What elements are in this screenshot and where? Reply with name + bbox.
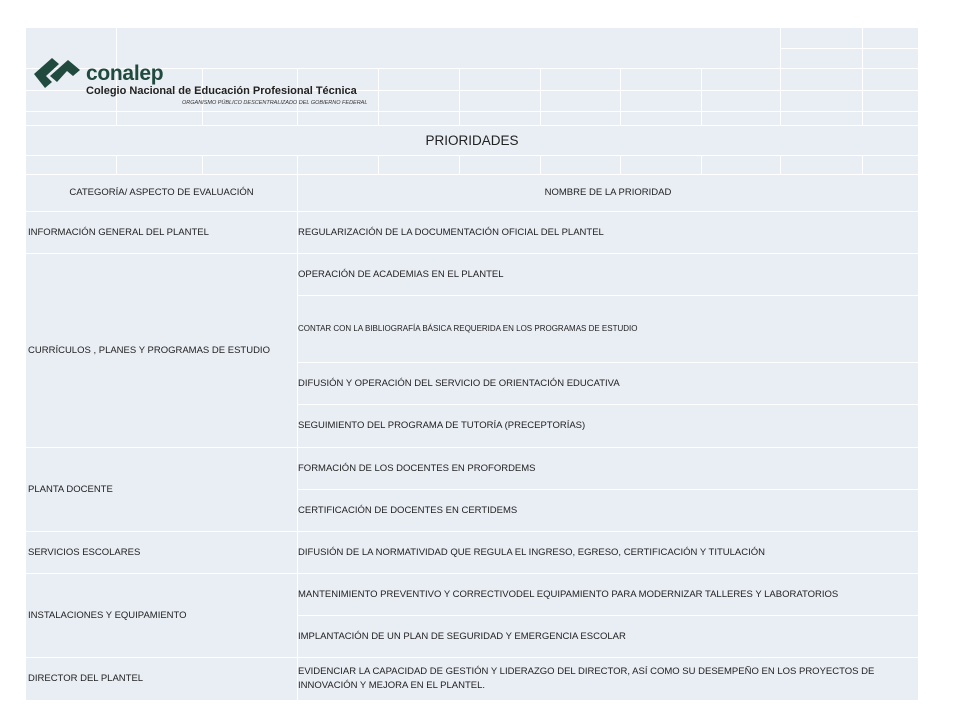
grid-line (26, 531, 297, 532)
category-cell: PLANTA DOCENTE (28, 483, 113, 495)
grid-line (26, 573, 297, 574)
logo-brand: conalep (86, 62, 164, 85)
category-cell: INFORMACIÓN GENERAL DEL PLANTEL (28, 226, 209, 238)
grid-line (298, 615, 918, 616)
priority-cell: DIFUSIÓN DE LA NORMATIVIDAD QUE REGULA EL INGRESO, EGRESO, CERTIFICACIÓN Y TITULACIÓN (298, 546, 765, 558)
grid-line (298, 489, 918, 490)
grid-line (298, 573, 918, 574)
category-cell: SERVICIOS ESCOLARES (28, 546, 141, 558)
grid-line (862, 155, 863, 174)
priority-cell: EVIDENCIAR LA CAPACIDAD DE GESTIÓN Y LIDERAZGO DEL DIRECTOR, ASÍ COMO SU DESEMPEÑO EN LOS PROYECTOS DE INNOVACIÓN Y MEJORA EN EL PLANTEL. (298, 666, 875, 691)
grid-line (780, 48, 918, 49)
grid-line (26, 657, 297, 658)
grid-line (26, 155, 918, 156)
priority-cell: FORMACIÓN DE LOS DOCENTES EN PROFORDEMS (298, 462, 536, 474)
priority-cell: SEGUIMIENTO DEL PROGRAMA DE TUTORÍA (PRECEPTORÍAS) (298, 420, 586, 431)
grid-line (540, 155, 541, 174)
category-cell: DIRECTOR DEL PLANTEL (28, 673, 144, 684)
logo-subtitle: ORGANISMO PÚBLICO DESCENTRALIZADO DEL GOBIERNO FEDERAL (182, 100, 368, 106)
conalep-logo (32, 50, 392, 112)
grid-line (701, 155, 702, 174)
grid-line (701, 68, 702, 125)
spreadsheet-page (26, 28, 918, 700)
grid-line (298, 447, 918, 448)
header-priority: NOMBRE DE LA PRIORIDAD (544, 187, 672, 198)
priority-cell: MANTENIMIENTO PREVENTIVO Y CORRECTIVODEL EQUIPAMIENTO PARA MODERNIZAR TALLERES Y LABORATORIOS (298, 588, 839, 600)
grid-line (459, 155, 460, 174)
grid-line (116, 155, 117, 174)
grid-line (620, 155, 621, 174)
grid-line (620, 68, 621, 125)
grid-line (26, 447, 297, 448)
logo-name: Colegio Nacional de Educación Profesional Técnica (86, 85, 357, 97)
grid-line (297, 155, 298, 174)
grid-line (298, 295, 918, 296)
grid-line (540, 68, 541, 125)
priority-cell: CERTIFICACIÓN DE DOCENTES EN CERTIDEMS (298, 504, 518, 516)
header-category: CATEGORÍA/ ASPECTO DE EVALUACIÓN (69, 187, 254, 198)
category-cell: INSTALACIONES Y EQUIPAMIENTO (28, 609, 187, 621)
priority-cell: REGULARIZACIÓN DE LA DOCUMENTACIÓN OFICIAL DEL PLANTEL (298, 226, 604, 238)
grid-line (378, 155, 379, 174)
category-cell: CURRÍCULOS , PLANES Y PROGRAMAS DE ESTUDIO (28, 344, 270, 356)
priority-cell: CONTAR CON LA BIBLIOGRAFÍA BÁSICA REQUERIDA EN LOS PROGRAMAS DE ESTUDIO (298, 324, 638, 333)
conalep-emblem-icon (32, 54, 82, 90)
grid-line (780, 155, 781, 174)
priority-cell: IMPLANTACIÓN DE UN PLAN DE SEGURIDAD Y EMERGENCIA ESCOLAR (298, 630, 626, 642)
grid-line (298, 531, 918, 532)
page-title: PRIORIDADES (425, 132, 519, 148)
grid-line (202, 155, 203, 174)
grid-line (298, 657, 918, 658)
grid-line (459, 68, 460, 125)
grid-line (298, 362, 918, 363)
priority-cell: OPERACIÓN DE ACADEMIAS EN EL PLANTEL (298, 268, 504, 280)
grid-line (26, 253, 297, 254)
priority-cell: DIFUSIÓN Y OPERACIÓN DEL SERVICIO DE ORIENTACIÓN EDUCATIVA (298, 377, 620, 389)
grid-line (298, 253, 918, 254)
grid-line (298, 404, 918, 405)
